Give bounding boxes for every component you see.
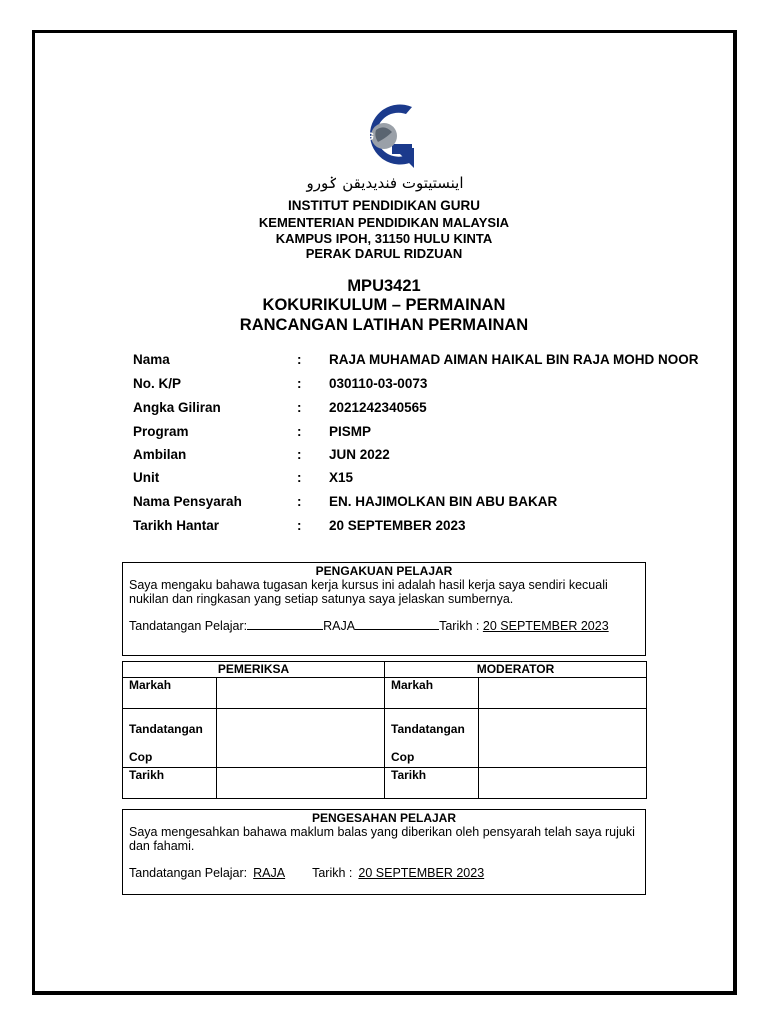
info-value: EN. HAJIMOLKAN BIN ABU BAKAR xyxy=(329,494,558,509)
ipg-logo-text: IPG xyxy=(355,131,374,143)
info-separator: : xyxy=(297,376,302,391)
tandatangan-label: Tandatangan xyxy=(129,722,203,736)
campus-address: KAMPUS IPOH, 31150 HULU KINTA xyxy=(275,231,493,246)
info-label: Angka Giliran xyxy=(133,400,221,415)
institution-name: INSTITUT PENDIDIKAN GURU xyxy=(288,198,480,213)
signature-value: RAJA xyxy=(323,619,356,633)
verification-text: Saya mengesahkan bahawa maklum balas yang diberikan oleh pensyarah telah saya rujuki dan fahami. xyxy=(129,825,635,853)
pemeriksa-markah-label: Markah xyxy=(123,678,217,709)
moderator-header: MODERATOR xyxy=(385,662,647,678)
info-value: PISMP xyxy=(329,424,372,439)
info-separator: : xyxy=(297,494,302,509)
info-label: Tarikh Hantar xyxy=(133,518,220,533)
info-separator: : xyxy=(297,470,302,485)
info-value: RAJA MUHAMAD AIMAN HAIKAL BIN RAJA MOHD NOOR xyxy=(329,352,699,367)
declaration-title: PENGAKUAN PELAJAR xyxy=(315,564,453,578)
pemeriksa-markah-field[interactable] xyxy=(217,678,385,709)
tandatangan-label: Tandatangan xyxy=(391,722,465,736)
assignment-title: RANCANGAN LATIHAN PERMAINAN xyxy=(239,316,529,334)
info-separator: : xyxy=(297,518,302,533)
info-separator: : xyxy=(297,424,302,439)
pemeriksa-header: PEMERIKSA xyxy=(123,662,385,678)
info-label: Program xyxy=(133,424,189,439)
moderator-tarikh-field[interactable] xyxy=(479,768,647,799)
course-code: MPU3421 xyxy=(347,277,421,295)
info-value: 20 SEPTEMBER 2023 xyxy=(329,518,466,533)
info-value: 2021242340565 xyxy=(329,400,427,415)
date-label: Tarikh : xyxy=(312,866,353,880)
ipg-logo xyxy=(348,104,418,170)
declaration-box xyxy=(122,562,646,656)
verification-box xyxy=(122,809,646,895)
info-value: X15 xyxy=(329,470,354,485)
verification-signature-line xyxy=(123,866,645,880)
cop-label: Cop xyxy=(391,750,415,764)
pemeriksa-tandatangan-cop-label xyxy=(123,709,217,768)
info-label: Nama xyxy=(133,352,170,367)
signature-value: RAJA xyxy=(253,866,286,880)
pemeriksa-tarikh-label: Tarikh xyxy=(123,768,217,799)
signature-label: Tandatangan Pelajar: xyxy=(129,866,248,880)
verification-title: PENGESAHAN PELAJAR xyxy=(311,811,457,825)
moderator-markah-label: Markah xyxy=(385,678,479,709)
jawi-institution-name: اينستيتوت فنديديقن ݢورو xyxy=(306,174,464,192)
info-separator: : xyxy=(297,352,302,367)
declaration-signature-line xyxy=(123,619,645,633)
info-label: No. K/P xyxy=(133,376,182,391)
date-value: 20 SEPTEMBER 2023 xyxy=(358,866,485,880)
info-label: Nama Pensyarah xyxy=(133,494,242,509)
moderator-signature-field[interactable] xyxy=(479,709,647,768)
info-value: 030110-03-0073 xyxy=(329,376,428,391)
moderator-markah-field[interactable] xyxy=(479,678,647,709)
signature-label: Tandatangan Pelajar: xyxy=(129,619,248,633)
campus-state: PERAK DARUL RIDZUAN xyxy=(305,246,463,261)
declaration-text: Saya mengaku bahawa tugasan kerja kursus ini adalah hasil kerja saya sendiri kecuali nukilan dan ringkasan yang setiap satunya saya jelaskan sumbernya. xyxy=(129,578,608,606)
moderator-tandatangan-cop-label xyxy=(385,709,479,768)
info-separator: : xyxy=(297,400,302,415)
cop-label: Cop xyxy=(129,750,153,764)
info-label: Unit xyxy=(133,470,160,485)
pemeriksa-signature-field[interactable] xyxy=(217,709,385,768)
pemeriksa-tarikh-field[interactable] xyxy=(217,768,385,799)
ministry-name: KEMENTERIAN PENDIDIKAN MALAYSIA xyxy=(258,215,510,230)
grading-table xyxy=(122,661,647,799)
date-label: Tarikh : xyxy=(439,619,480,633)
info-label: Ambilan xyxy=(133,447,187,462)
date-value: 20 SEPTEMBER 2023 xyxy=(482,619,609,633)
info-separator: : xyxy=(297,447,302,462)
moderator-tarikh-label: Tarikh xyxy=(385,768,479,799)
info-value: JUN 2022 xyxy=(329,447,390,462)
course-subject: KOKURIKULUM – PERMAINAN xyxy=(262,296,506,314)
